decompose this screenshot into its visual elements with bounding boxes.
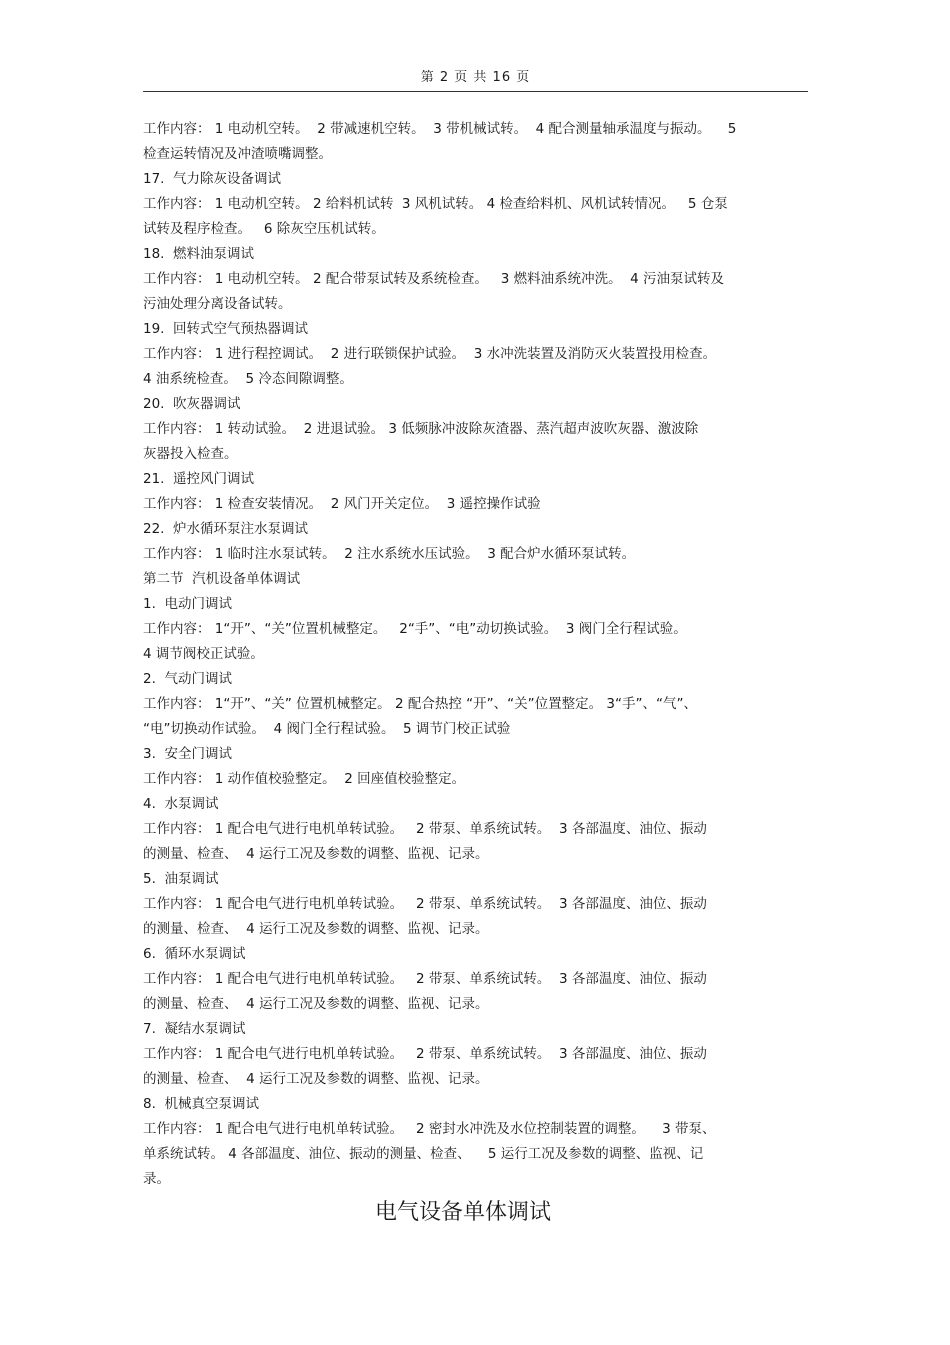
body-line: 工作内容： 1 配合电气进行电机单转试验。 2 密封水冲洗及水位控制装置的调整。 3 带泵、 xyxy=(143,1121,716,1137)
item-heading: 19. 回转式空气预热器调试 xyxy=(143,321,309,337)
item-heading: 7. 凝结水泵调试 xyxy=(143,1021,246,1037)
item-heading: 8. 机械真空泵调试 xyxy=(143,1096,259,1112)
body-line: 工作内容： 1 配合电气进行电机单转试验。 2 带泵、单系统试转。 3 各部温度、油位、振动 xyxy=(143,896,707,912)
body-line: 工作内容： 1 进行程控调试。 2 进行联锁保护试验。 3 水冲洗装置及消防灭火装置投用检查。 xyxy=(143,346,717,362)
body-line: 检查运转情况及冲渣喷嘴调整。 xyxy=(143,146,332,162)
body-line: 工作内容： 1“开”、“关”位置机械整定。 2“手”、“电”动切换试验。 3 阀门全行程试验。 xyxy=(143,621,687,637)
item-heading: 4. 水泵调试 xyxy=(143,796,219,812)
body-line: 工作内容： 1 配合电气进行电机单转试验。 2 带泵、单系统试转。 3 各部温度、油位、振动 xyxy=(143,971,707,987)
section-title: 电气设备单体调试 xyxy=(374,1200,551,1225)
body-line: 工作内容： 1 电动机空转。 2 配合带泵试转及系统检查。 3 燃料油系统冲洗。 4 污油泵试转及 xyxy=(143,271,725,287)
body-line: 的测量、检查、 4 运行工况及参数的调整、监视、记录。 xyxy=(143,1071,489,1087)
body-line: 工作内容： 1 动作值校验整定。 2 回座值校验整定。 xyxy=(143,771,466,787)
item-heading: 22. 炉水循环泵注水泵调试 xyxy=(143,521,309,537)
page-number-header: 第 2 页 共 16 页 xyxy=(420,70,531,85)
body-line: 单系统试转。 4 各部温度、油位、振动的测量、检查、 5 运行工况及参数的调整、监视、记 xyxy=(143,1146,704,1162)
body-line: 工作内容： 1 检查安装情况。 2 风门开关定位。 3 遥控操作试验 xyxy=(143,496,541,512)
section-heading: 第二节 汽机设备单体调试 xyxy=(143,571,301,587)
body-line: 的测量、检查、 4 运行工况及参数的调整、监视、记录。 xyxy=(143,996,489,1012)
item-heading: 1. 电动门调试 xyxy=(143,596,232,612)
body-line: 工作内容： 1 电动机空转。 2 给料机试转 3 风机试转。 4 检查给料机、风机试转情况。 5 仓泵 xyxy=(143,196,728,212)
item-heading: 21. 遥控风门调试 xyxy=(143,471,255,487)
body-line: 工作内容： 1 配合电气进行电机单转试验。 2 带泵、单系统试转。 3 各部温度、油位、振动 xyxy=(143,821,707,837)
body-line: 4 调节阀校正试验。 xyxy=(143,646,264,662)
item-heading: 5. 油泵调试 xyxy=(143,871,219,887)
body-line: 的测量、检查、 4 运行工况及参数的调整、监视、记录。 xyxy=(143,921,489,937)
body-line: “电”切换动作试验。 4 阀门全行程试验。 5 调节门校正试验 xyxy=(143,721,511,737)
item-heading: 2. 气动门调试 xyxy=(143,671,232,687)
body-line: 工作内容： 1 临时注水泵试转。 2 注水系统水压试验。 3 配合炉水循环泵试转。 xyxy=(143,546,636,562)
body-line: 试转及程序检查。 6 除灰空压机试转。 xyxy=(143,221,385,237)
item-heading: 18. 燃料油泵调试 xyxy=(143,246,255,262)
body-line: 工作内容： 1 电动机空转。 2 带减速机空转。 3 带机械试转。 4 配合测量轴承温度与振动。 5 xyxy=(143,121,737,137)
item-heading: 20. 吹灰器调试 xyxy=(143,396,241,412)
body-line: 4 油系统检查。 5 冷态间隙调整。 xyxy=(143,371,353,387)
body-line: 灰器投入检查。 xyxy=(143,446,238,462)
item-heading: 3. 安全门调试 xyxy=(143,746,232,762)
header-divider xyxy=(143,91,808,92)
body-line: 的测量、检查、 4 运行工况及参数的调整、监视、记录。 xyxy=(143,846,489,862)
body-line: 录。 xyxy=(143,1171,170,1187)
body-line: 工作内容： 1“开”、“关” 位置机械整定。 2 配合热控 “开”、“关”位置整定。 3“手”、“气”、 xyxy=(143,696,697,712)
item-heading: 17. 气力除灰设备调试 xyxy=(143,171,282,187)
body-line: 工作内容： 1 转动试验。 2 进退试验。 3 低频脉冲波除灰渣器、蒸汽超声波吹灰器、激波除 xyxy=(143,421,699,437)
item-heading: 6. 循环水泵调试 xyxy=(143,946,246,962)
document-body xyxy=(143,117,808,1192)
body-line: 工作内容： 1 配合电气进行电机单转试验。 2 带泵、单系统试转。 3 各部温度、油位、振动 xyxy=(143,1046,707,1062)
body-line: 污油处理分离设备试转。 xyxy=(143,296,292,312)
